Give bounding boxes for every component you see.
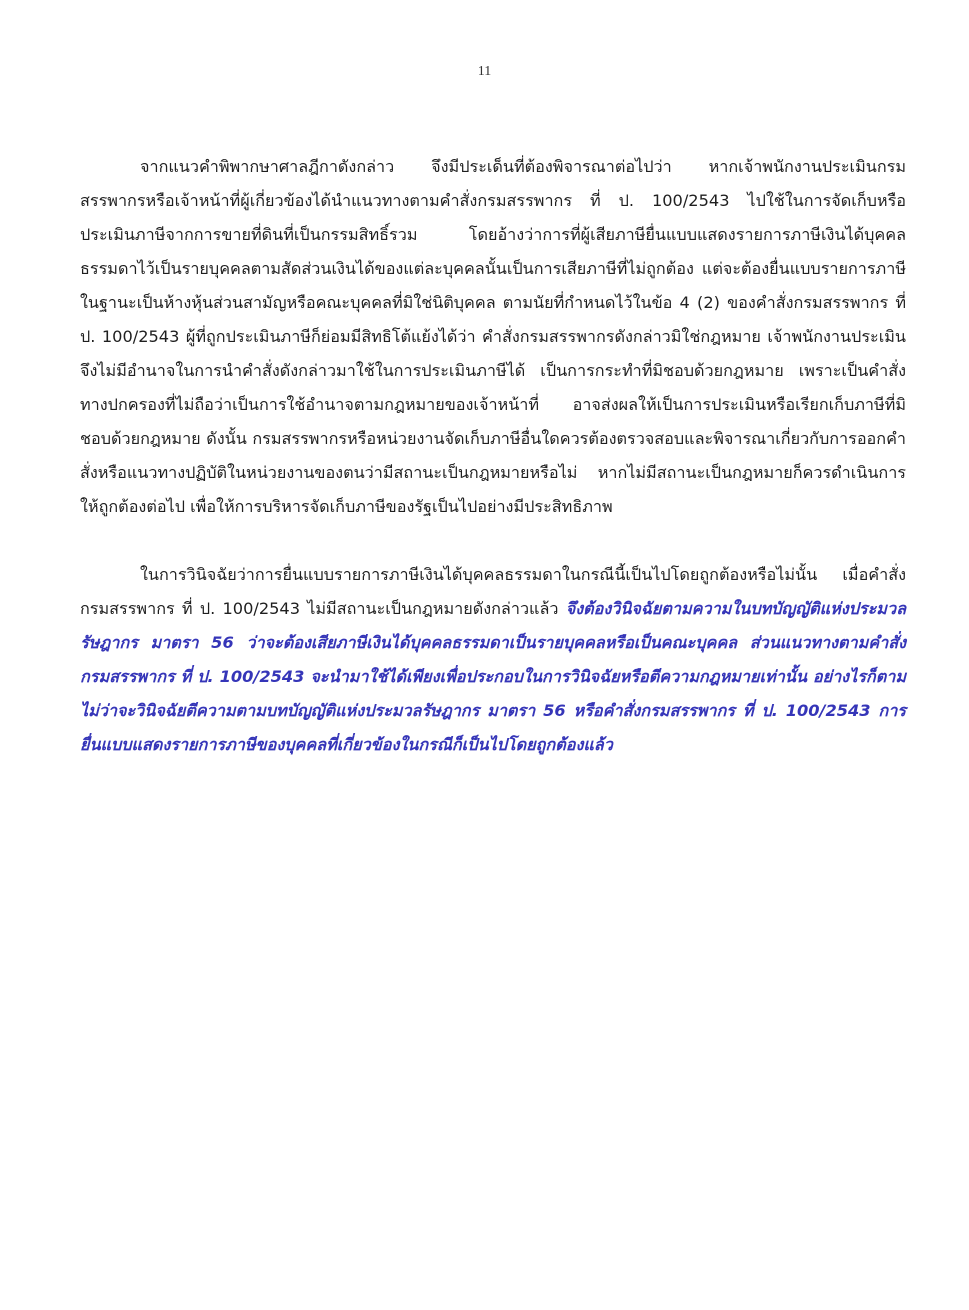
paragraph-2-emphasis: จึงต้องวินิจฉัยตามความในบทบัญญัติแห่งประมวลรัษฎากร มาตรา 56 ว่าจะต้องเสียภาษีเงินได้บุคคลธรรมดาเป็นรายบุคคลหรือเป็นคณะบุคคล ส่วนแนวทางตามคำสั่งกรมสรรพากร ที่ ป. 100/2543 จะนำมาใช้ได้เพียงเพื่อประกอบในการวินิจฉัยหรือตีความกฎหมายเท่านั้น อย่างไรก็ตาม ไม่ว่าจะวินิจฉัยตีความตามบทบัญญัติแห่งประมวลรัษฎากร มาตรา 56 หรือคำสั่งกรมสรรพากร ที่ ป. 100/2543 การยื่นแบบแสดงรายการภาษีของบุคคลที่เกี่ยวข้องในกรณีก็เป็นไปโดยถูกต้องแล้ว: [80, 599, 906, 754]
paragraph-2-text: ในการวินิจฉัยว่าการยื่นแบบรายการภาษีเงินได้บุคคลธรรมดาในกรณีนี้เป็นไปโดยถูกต้องหรือไม่นั้น เมื่อคำสั่งกรมสรรพากร ที่ ป. 100/2543 ไม่มีสถานะเป็นกฎหมายดังกล่าวแล้ว: [80, 565, 906, 618]
paragraph-1-text: จากแนวคำพิพากษาศาลฎีกาดังกล่าว จึงมีประเด็นที่ต้องพิจารณาต่อไปว่า หากเจ้าพนักงานประเมินกรมสรรพากรหรือเจ้าหน้าที่ผู้เกี่ยวข้องได้นำแนวทางตามคำสั่งกรมสรรพากร ที่ ป. 100/2543 ไปใช้ในการจัดเก็บหรือประเมินภาษีจากการขายที่ดินที่เป็นกรรมสิทธิ์รวม โดยอ้างว่าการที่ผู้เสียภาษียื่นแบบแสดงรายการภาษีเงินได้บุคคลธรรมดาไว้เป็นรายบุคคลตามสัดส่วนเงินได้ของแต่ละบุคคลนั้นเป็นการเสียภาษีที่ไม่ถูกต้อง แต่จะต้องยื่นแบบรายการภาษีในฐานะเป็นห้างหุ้นส่วนสามัญหรือคณะบุคคลที่มิใช่นิติบุคคล ตามนัยที่กำหนดไว้ในข้อ 4 (2) ของคำสั่งกรมสรรพากร ที่ ป. 100/2543 ผู้ที่ถูกประเมินภาษีก็ย่อมมีสิทธิโต้แย้งได้ว่า คำสั่งกรมสรรพากรดังกล่าวมิใช่กฎหมาย เจ้าพนักงานประเมินจึงไม่มีอำนาจในการนำคำสั่งดังกล่าวมาใช้ในการประเมินภาษีได้ เป็นการกระทำที่มิชอบด้วยกฎหมาย เพราะเป็นคำสั่งทางปกครองที่ไม่ถือว่าเป็นการใช้อำนาจตามกฎหมายของเจ้าหน้าที่ อาจส่งผลให้เป็นการประเมินหรือเรียกเก็บภาษีที่มิชอบด้วยกฎหมาย ดังนั้น กรมสรรพากรหรือหน่วยงานจัดเก็บภาษีอื่นใดควรต้องตรวจสอบและพิจารณาเกี่ยวกับการออกคำสั่งหรือแนวทางปฏิบัติในหน่วยงานของตนว่ามีสถานะเป็นกฎหมายหรือไม่ หากไม่มีสถานะเป็นกฎหมายก็ควรดำเนินการให้ถูกต้องต่อไป เพื่อให้การบริหารจัดเก็บภาษีของรัฐเป็นไปอย่างมีประสิทธิภาพ: [80, 157, 906, 516]
paragraph-1: [80, 150, 906, 524]
page-number: 11: [477, 64, 492, 79]
paragraph-2: [80, 558, 906, 762]
document-body: [80, 150, 906, 762]
